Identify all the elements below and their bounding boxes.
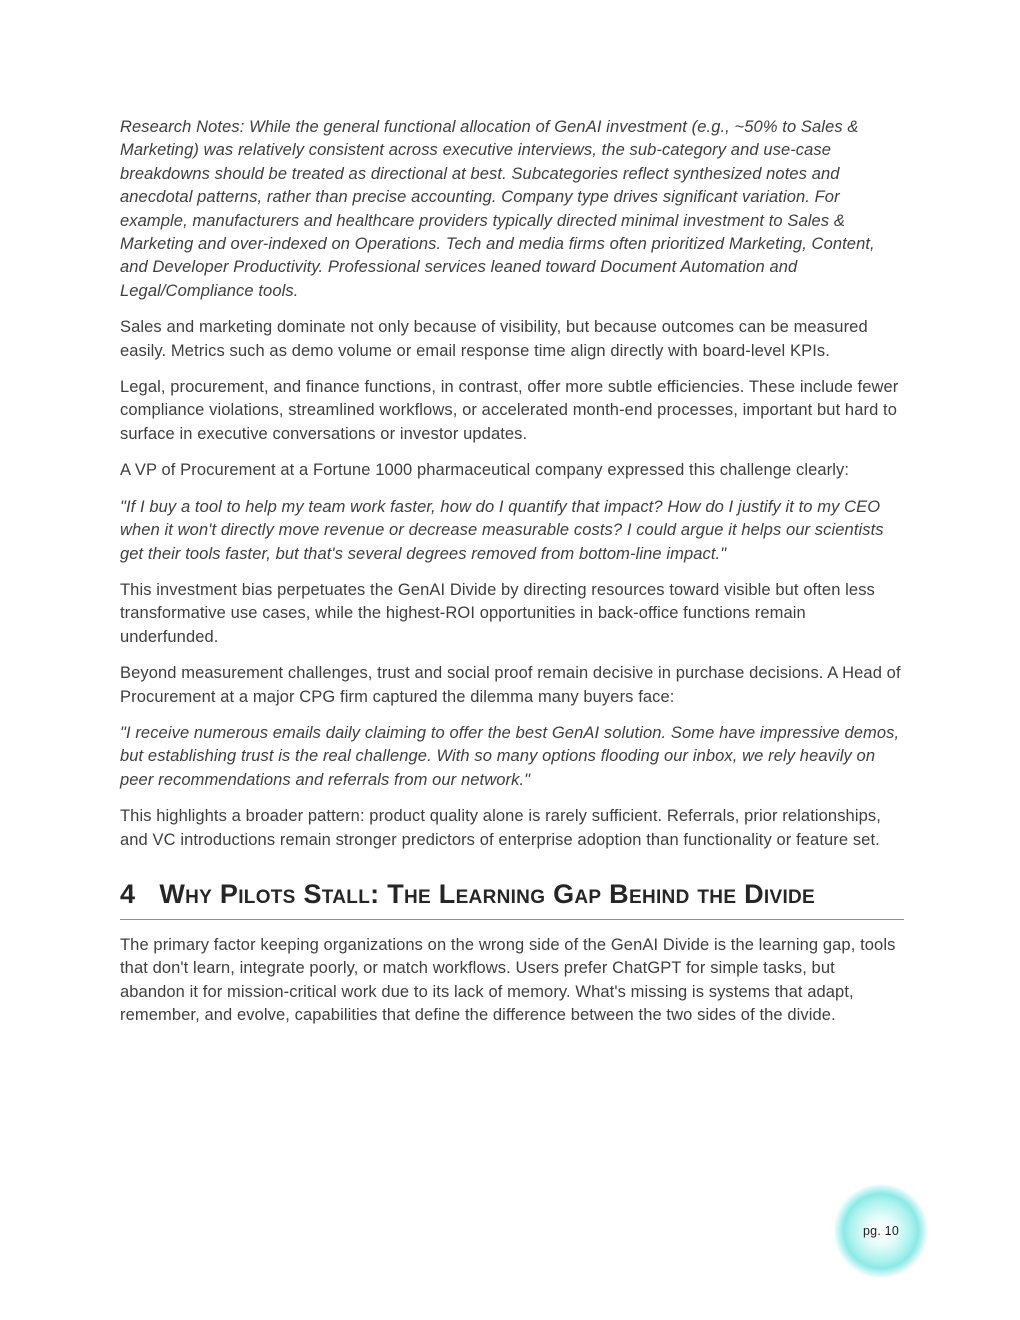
body-paragraph-trust-social-proof: Beyond measurement challenges, trust and social proof remain decisive in purchase decisions. A Head of Procurement at a major CPG firm captured the dilemma many buyers face: — [120, 664, 901, 706]
section-number: 4 — [120, 878, 136, 909]
section-heading-title — [120, 878, 904, 910]
section-heading-block — [120, 878, 904, 920]
page-content — [120, 116, 904, 1041]
body-paragraph-vp-procurement-intro: A VP of Procurement at a Fortune 1000 pharmaceutical company expressed this challenge clearly: — [120, 461, 850, 480]
section-title-text: Why Pilots Stall: The Learning Gap Behind the Divide — [159, 878, 816, 909]
page-number-label: pg. 10 — [863, 1224, 899, 1238]
body-paragraph-legal-procurement: Legal, procurement, and finance functions, in contrast, offer more subtle efficiencies. These include fewer compliance violations, streamlined workflows, or accelerated month-end processes, important but hard to surface in executive conversations or investor updates. — [120, 378, 899, 443]
page-number-badge — [834, 1184, 928, 1278]
research-notes-paragraph: Research Notes: While the general functional allocation of GenAI investment (e.g., ~50% to Sales & Marketing) was relatively consistent across executive interviews, the sub-category and use-case breakdowns should be treated as directional at best. Subcategories reflect synthesized notes and anecdotal patterns, rather than precise accounting. Company type drives significant variation. For example, manufacturers and healthcare providers typically directed minimal investment to Sales & Marketing and over-indexed on Operations. Tech and media firms often prioritized Marketing, Content, and Developer Productivity. Professional services leaned toward Document Automation and Legal/Compliance tools. — [120, 118, 875, 300]
body-paragraph-learning-gap: The primary factor keeping organizations on the wrong side of the GenAI Divide is the learning gap, tools that don't learn, integrate poorly, or match workflows. Users prefer ChatGPT for simple tasks, but abandon it for mission-critical work due to its lack of memory. What's missing is systems that adapt, remember, and evolve, capabilities that define the difference between the two sides of the divide. — [120, 935, 896, 1025]
quote-paragraph-vp-procurement: "If I buy a tool to help my team work faster, how do I quantify that impact? How do I justify it to my CEO when it won't directly move revenue or decrease measurable costs? I could argue it helps our scientists get their tools faster, but that's several degrees removed from bottom-line impact." — [120, 497, 884, 563]
body-paragraph-sales-marketing: Sales and marketing dominate not only because of visibility, but because outcomes can be measured easily. Metrics such as demo volume or email response time align directly with board-level KPIs. — [120, 318, 868, 360]
quote-paragraph-head-of-procurement: "I receive numerous emails daily claiming to offer the best GenAI solution. Some have impressive demos, but establishing trust is the real challenge. With so many options flooding our inbox, we rely heavily on peer recommendations and referrals from our network." — [120, 723, 900, 789]
body-paragraph-investment-bias: This investment bias perpetuates the GenAI Divide by directing resources toward visible but often less transformative use cases, while the highest-ROI opportunities in back-office functions remain underfunded. — [120, 580, 875, 646]
body-paragraph-broader-pattern: This highlights a broader pattern: product quality alone is rarely sufficient. Referrals, prior relationships, and VC introductions remain stronger predictors of enterprise adoption than functionality or feature set. — [120, 807, 881, 849]
